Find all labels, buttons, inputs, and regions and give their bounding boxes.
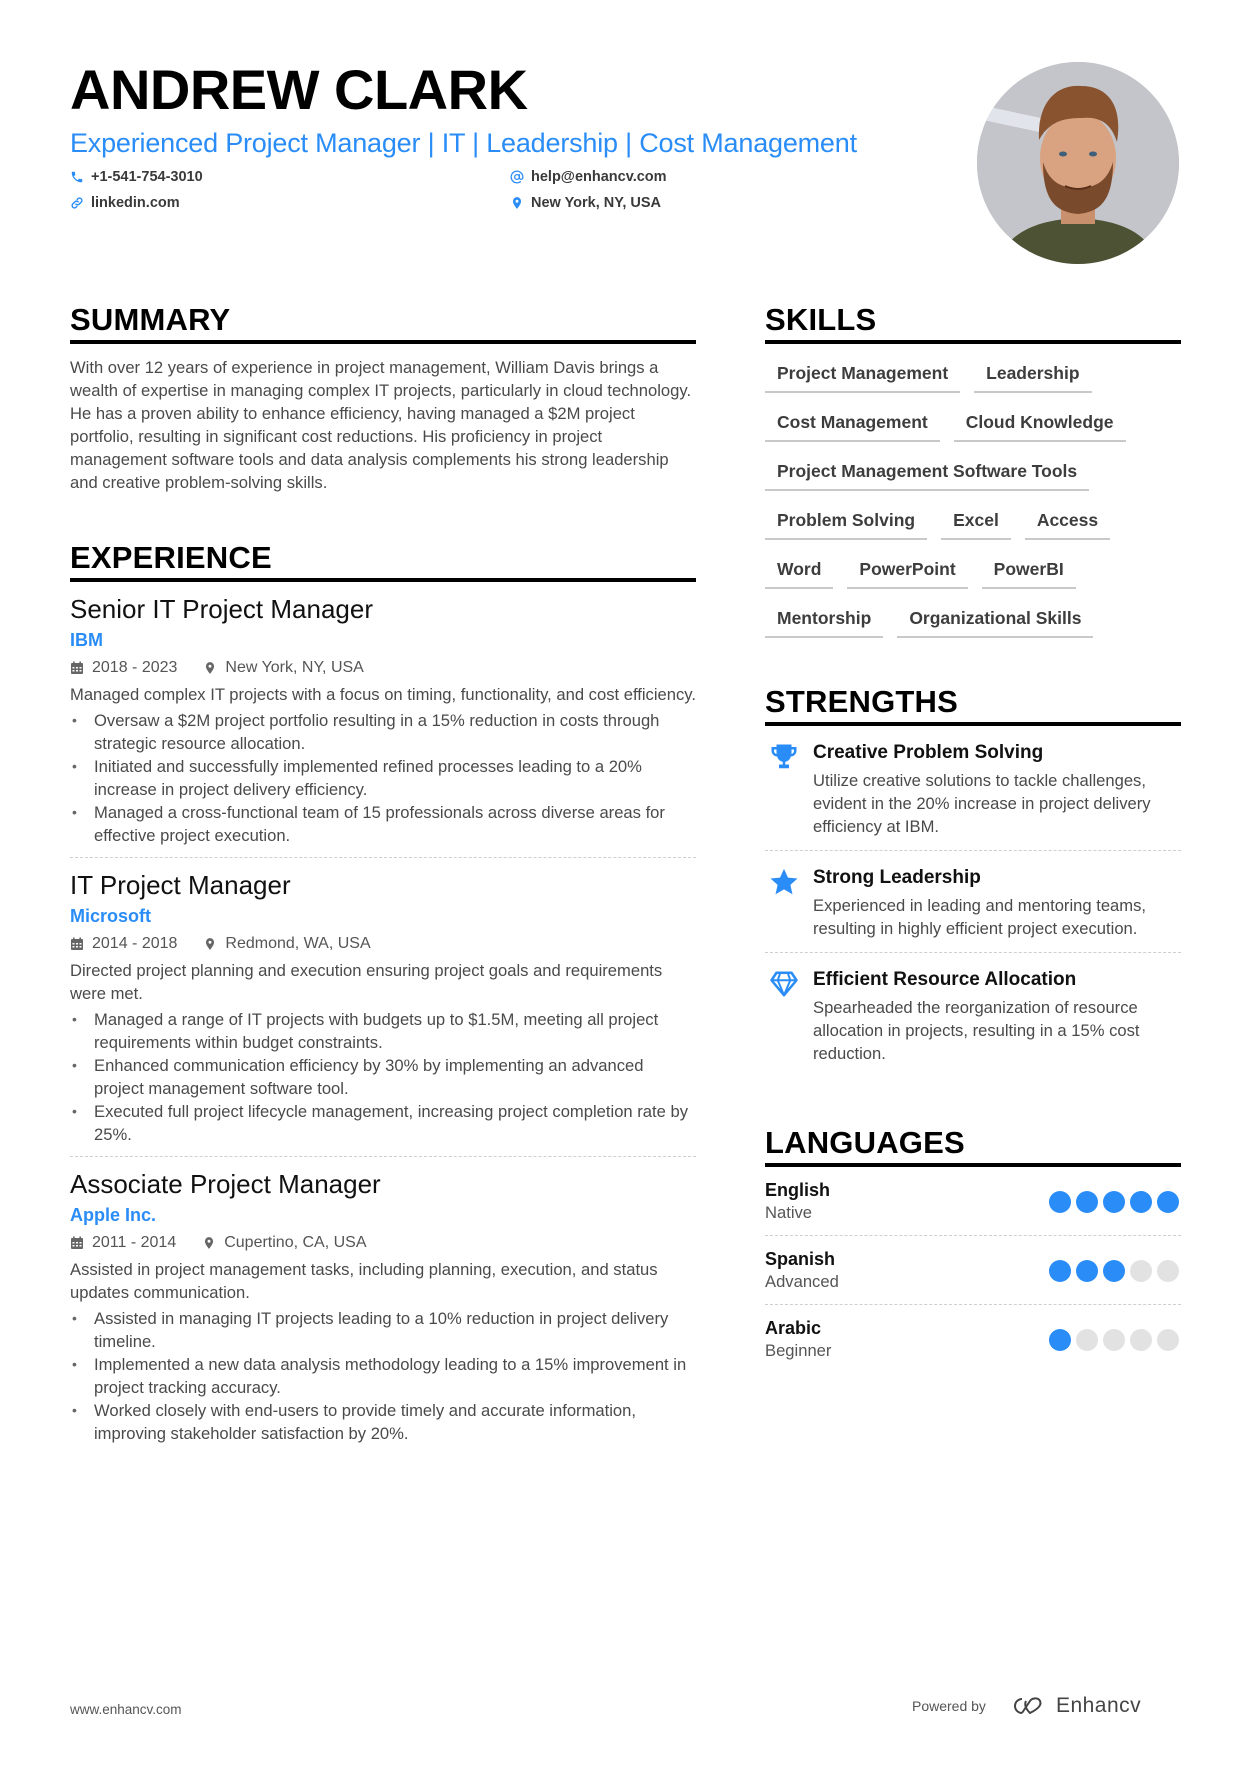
skill-tag: Word	[765, 550, 833, 589]
achievement-item: • Assisted in managing IT projects leading to a 10% reduction in project delivery timeline.	[70, 1307, 696, 1353]
strength-title: Creative Problem Solving	[813, 742, 1044, 763]
language-item	[765, 1305, 1181, 1373]
candidate-headline: Experienced Project Manager | IT | Leadership | Cost Management	[70, 128, 857, 158]
summary-section	[70, 300, 696, 494]
rating-dot-empty	[1157, 1260, 1179, 1282]
rating-dot-empty	[1130, 1329, 1152, 1351]
strengths-section	[765, 682, 1181, 1077]
job-dates: 2011 - 2014	[92, 1234, 177, 1251]
linkedin-url: linkedin.com	[91, 195, 180, 211]
summary-heading: SUMMARY	[70, 300, 696, 344]
achievement-item: • Worked closely with end-users to provide timely and accurate information, improving stakeholder satisfaction by 20%.	[70, 1399, 696, 1445]
location-pin-icon	[510, 196, 524, 210]
language-item	[765, 1167, 1181, 1236]
job-title: IT Project Manager	[70, 870, 291, 900]
powered-by-label: Powered by	[912, 1698, 986, 1714]
job-dates: 2018 - 2023	[92, 659, 178, 676]
achievement-item: • Enhanced communication efficiency by 30% by implementing an advanced project management software tool.	[70, 1054, 696, 1100]
experience-section	[70, 538, 696, 1455]
skill-tag: Project Management Software Tools	[765, 452, 1089, 491]
skills-heading: SKILLS	[765, 300, 1181, 344]
location-pin-icon	[202, 1236, 216, 1250]
rating-dot-filled	[1049, 1260, 1071, 1282]
job-achievements	[70, 1307, 696, 1445]
strength-title: Strong Leadership	[813, 867, 981, 888]
strength-content	[813, 865, 1181, 940]
footer-website[interactable]: www.enhancv.com	[70, 1702, 182, 1717]
language-name: Spanish	[765, 1249, 836, 1269]
skill-tag: Problem Solving	[765, 501, 927, 540]
achievement-item: • Executed full project lifecycle management, increasing project completion rate by 25%.	[70, 1100, 696, 1146]
rating-dot-filled	[1157, 1191, 1179, 1213]
company-name: Microsoft	[70, 906, 151, 926]
rating-dot-empty	[1076, 1329, 1098, 1351]
skill-tag: Mentorship	[765, 599, 883, 638]
strength-description: Experienced in leading and mentoring teams, resulting in highly efficient project execution.	[813, 896, 1147, 938]
job-achievements	[70, 1008, 696, 1146]
diamond-icon	[765, 967, 813, 1065]
calendar-icon	[70, 661, 84, 675]
language-name: English	[765, 1180, 831, 1200]
rating-dot-filled	[1076, 1191, 1098, 1213]
achievement-item: • Initiated and successfully implemented refined processes leading to a 20% increase in project delivery efficiency.	[70, 755, 696, 801]
contact-email[interactable]	[510, 166, 810, 188]
left-column	[70, 300, 696, 1455]
contact-location	[510, 192, 810, 214]
rating-dot-filled	[1130, 1191, 1152, 1213]
enhancv-logo-icon	[1008, 1695, 1048, 1717]
skills-section	[765, 300, 1181, 648]
language-level: Beginner	[765, 1341, 832, 1360]
link-icon	[70, 196, 84, 210]
profile-photo	[977, 62, 1179, 264]
job-location-text: New York, NY, USA	[225, 659, 364, 676]
job-location	[202, 1231, 366, 1255]
experience-entry	[70, 582, 696, 858]
job-meta	[70, 932, 696, 956]
language-level: Advanced	[765, 1272, 839, 1291]
strength-item	[765, 953, 1181, 1077]
rating-dot-filled	[1076, 1260, 1098, 1282]
location-text: New York, NY, USA	[531, 195, 662, 211]
job-location	[203, 656, 363, 680]
language-info	[765, 1179, 830, 1225]
rating-dot-empty	[1157, 1329, 1179, 1351]
job-description: Managed complex IT projects with a focus on timing, functionality, and cost efficiency.	[70, 685, 696, 704]
contact-phone[interactable]	[70, 166, 510, 188]
phone-number: +1-541-754-3010	[91, 169, 203, 185]
skill-tag: Project Management	[765, 354, 960, 393]
language-item	[765, 1236, 1181, 1305]
calendar-icon	[70, 1236, 84, 1250]
star-icon	[765, 865, 813, 940]
job-achievements	[70, 709, 696, 847]
strength-title: Efficient Resource Allocation	[813, 969, 1077, 990]
achievement-item: • Managed a cross-functional team of 15 professionals across diverse areas for effective project execution.	[70, 801, 696, 847]
company-name: Apple Inc.	[70, 1205, 157, 1225]
skill-tag: Excel	[941, 501, 1011, 540]
proficiency-rating	[1049, 1329, 1179, 1351]
skills-list	[765, 354, 1181, 648]
job-description: Directed project planning and execution ensuring project goals and requirements were met.	[70, 961, 663, 1003]
experience-entry	[70, 858, 696, 1157]
proficiency-rating	[1049, 1260, 1179, 1282]
language-level: Native	[765, 1203, 813, 1222]
language-info	[765, 1248, 839, 1294]
rating-dot-empty	[1130, 1260, 1152, 1282]
experience-entry	[70, 1157, 696, 1455]
job-meta	[70, 656, 696, 680]
strength-content	[813, 740, 1181, 838]
strength-content	[813, 967, 1181, 1065]
contact-linkedin[interactable]	[70, 192, 510, 214]
achievement-item: • Implemented a new data analysis methodology leading to a 15% improvement in project tracking accuracy.	[70, 1353, 696, 1399]
right-column	[765, 300, 1181, 1373]
job-location-text: Redmond, WA, USA	[225, 935, 371, 952]
email-address: help@enhancv.com	[531, 169, 667, 185]
resume-header	[70, 56, 930, 214]
summary-text: With over 12 years of experience in project management, William Davis brings a wealth of expertise in managing complex IT projects, particularly in cloud technology. He has a proven ability to enhance efficiency, having managed a $2M project portfolio, resulting in significant cost reductions. His proficiency in project management software tools and data analysis complements his strong leadership and creative problem-solving skills.	[70, 358, 692, 492]
achievement-item: • Managed a range of IT projects with budgets up to $1.5M, meeting all project requirements within budget constraints.	[70, 1008, 696, 1054]
skill-tag: Cloud Knowledge	[954, 403, 1126, 442]
proficiency-rating	[1049, 1191, 1179, 1213]
skill-tag: Access	[1025, 501, 1110, 540]
rating-dot-empty	[1103, 1329, 1125, 1351]
contact-info	[70, 166, 930, 214]
languages-heading: LANGUAGES	[765, 1123, 1181, 1167]
job-title: Associate Project Manager	[70, 1169, 381, 1199]
skill-tag: PowerBI	[982, 550, 1076, 589]
job-title: Senior IT Project Manager	[70, 594, 373, 624]
phone-icon	[70, 170, 84, 184]
job-description: Assisted in project management tasks, including planning, execution, and status updates communication.	[70, 1260, 658, 1302]
strength-description: Utilize creative solutions to tackle challenges, evident in the 20% increase in project delivery efficiency at IBM.	[813, 771, 1151, 836]
job-location-text: Cupertino, CA, USA	[224, 1234, 367, 1251]
candidate-name: ANDREW CLARK	[70, 58, 528, 121]
strengths-heading: STRENGTHS	[765, 682, 1181, 726]
rating-dot-filled	[1049, 1191, 1071, 1213]
rating-dot-filled	[1049, 1329, 1071, 1351]
strength-description: Spearheaded the reorganization of resource allocation in projects, resulting in a 15% cost reduction.	[813, 998, 1140, 1063]
skill-tag: Leadership	[974, 354, 1091, 393]
skill-tag: Organizational Skills	[897, 599, 1093, 638]
rating-dot-filled	[1103, 1260, 1125, 1282]
brand-name: Enhancv	[1055, 1694, 1142, 1717]
skill-tag: Cost Management	[765, 403, 940, 442]
calendar-icon	[70, 937, 84, 951]
job-dates: 2014 - 2018	[92, 935, 178, 952]
strength-item	[765, 726, 1181, 851]
achievement-item: • Oversaw a $2M project portfolio resulting in a 15% reduction in costs through strategic resource allocation.	[70, 709, 696, 755]
avatar-illustration	[977, 62, 1179, 264]
strength-item	[765, 851, 1181, 953]
job-meta	[70, 1231, 696, 1255]
skill-tag: PowerPoint	[847, 550, 967, 589]
footer-branding	[912, 1694, 1141, 1718]
experience-heading: EXPERIENCE	[70, 538, 696, 582]
trophy-icon	[765, 740, 813, 838]
language-name: Arabic	[765, 1318, 822, 1338]
job-location	[203, 932, 370, 956]
company-name: IBM	[70, 630, 103, 650]
location-pin-icon	[203, 661, 217, 675]
languages-section	[765, 1123, 1181, 1373]
rating-dot-filled	[1103, 1191, 1125, 1213]
enhancv-logo[interactable]	[1008, 1694, 1141, 1718]
language-info	[765, 1317, 831, 1363]
location-pin-icon	[203, 937, 217, 951]
at-sign-icon	[510, 170, 524, 184]
